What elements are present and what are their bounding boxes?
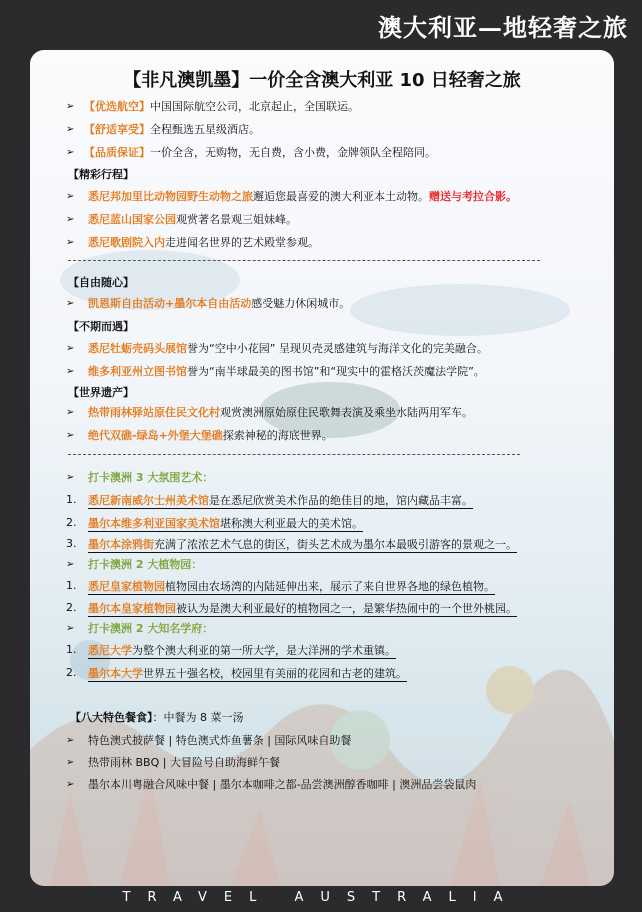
heritage-item: 热带雨林驿站原住民文化村观赏澳洲原始原住民歌舞表演及乘坐水陆两用军车。: [88, 406, 473, 419]
bullet-marker: ➢: [66, 623, 75, 634]
unique-item: 维多利亚州立图书馆誉为“南半球最美的图书馆”和“现实中的霍格沃茨魔法学院”。: [88, 365, 485, 378]
checkin-school-item: 悉尼大学为整个澳大利亚的第一所大学，是大洋洲的学术重镇。: [88, 644, 396, 657]
bullet-marker: ➢: [66, 735, 75, 746]
bullet-marker: ➢: [66, 559, 75, 570]
bullet-marker: ➢: [66, 407, 75, 418]
bullet-marker: ➢: [66, 757, 75, 768]
section-header: 【自由随心】: [68, 276, 134, 289]
brand-title: 澳大利亚—地轻奢之旅: [378, 13, 628, 42]
intro-text: 全程甄选五星级酒店。: [150, 123, 260, 136]
checkin-art-header: 打卡澳洲 3 大氛围艺术：: [88, 471, 214, 484]
checkin-school-header: 打卡澳洲 2 大知名学府：: [88, 622, 214, 635]
bullet-marker: ➢: [66, 298, 75, 309]
list-number: 3.: [66, 537, 77, 550]
list-number: 2.: [66, 516, 77, 529]
intro-label: 【舒适享受】: [84, 123, 150, 136]
section-header: 【不期而遇】: [68, 320, 134, 333]
checkin-garden-header: 打卡澳洲 2 大植物园：: [88, 558, 203, 571]
checkin-art-item: 悉尼新南威尔士州美术馆是在悉尼欣赏美术作品的绝佳目的地，馆内藏品丰富。: [88, 494, 473, 507]
footer-tagline: TRAVEL AUSTRALIA: [122, 890, 520, 905]
page-title: 【非凡澳凯墨】一价全含澳大利亚 10 日轻奢之旅: [123, 70, 521, 91]
bullet-marker: ➢: [66, 191, 75, 202]
list-number: 1.: [66, 579, 77, 592]
itinerary-card: [30, 50, 614, 886]
divider: [68, 260, 540, 261]
list-number: 2.: [66, 601, 77, 614]
intro-airline: [84, 99, 359, 114]
list-number: 1.: [66, 643, 77, 656]
list-number: 1.: [66, 493, 77, 506]
bullet-marker: ➢: [66, 214, 75, 225]
bullet-marker: ➢: [66, 779, 75, 790]
checkin-art-item: 墨尔本维多利亚国家美术馆堪称澳大利亚最大的美术馆。: [88, 517, 363, 530]
bullet-marker: ➢: [66, 237, 75, 248]
bullet-marker: ➢: [66, 124, 75, 135]
intro-text: 中国国际航空公司，北京起止，全国联运。: [150, 100, 359, 113]
unique-item: 悉尼牡蛎壳码头展馆誉为“空中小花园” 呈现贝壳灵感建筑与海洋文化的完美融合。: [88, 342, 488, 355]
divider: [68, 454, 520, 455]
bullet-marker: ➢: [66, 101, 75, 112]
highlight-item: 悉尼蓝山国家公园观赏著名景观三姐妹峰。: [88, 213, 297, 226]
checkin-school-item: 墨尔本大学世界五十强名校，校园里有美丽的花园和古老的建筑。: [88, 667, 407, 680]
intro-label: 【品质保证】: [84, 146, 150, 159]
meal-item: 墨尔本川粤融合风味中餐 | 墨尔本咖啡之都-品尝澳洲醇香咖啡 | 澳洲品尝袋鼠肉: [88, 778, 477, 791]
highlight-item: 悉尼邦加里比动物园野生动物之旅邂逅您最喜爱的澳大利亚本土动物。赠送与考拉合影。: [88, 190, 517, 203]
intro-quality: [84, 145, 436, 160]
bullet-marker: ➢: [66, 472, 75, 483]
meal-item: 特色澳式披萨餐 | 特色澳式炸鱼薯条 | 国际风味自助餐: [88, 734, 352, 747]
section-header: 【精彩行程】: [68, 168, 134, 181]
checkin-garden-item: 墨尔本皇家植物园被认为是澳大利亚最好的植物园之一，是繁华热闹中的一个世外桃园。: [88, 602, 517, 615]
intro-text: 一价全含，无购物，无自费，含小费，金牌领队全程陪同。: [150, 146, 436, 159]
checkin-art-item: 墨尔本涂鸦街充满了浓浓艺术气息的街区，街头艺术成为墨尔本最吸引游客的景观之一。: [88, 538, 517, 551]
list-number: 2.: [66, 666, 77, 679]
free-item: 凯恩斯自由活动+墨尔本自由活动感受魅力休闲城市。: [88, 297, 351, 310]
bullet-marker: ➢: [66, 147, 75, 158]
intro-hotel: [84, 122, 260, 137]
bullet-marker: ➢: [66, 366, 75, 377]
meals-header: 【八大特色餐食】：中餐为 8 菜一汤: [70, 711, 244, 724]
heritage-item: 绝代双礁-绿岛+外堡大堡礁探索神秘的海底世界。: [88, 429, 333, 442]
intro-label: 【优选航空】: [84, 100, 150, 113]
bullet-marker: ➢: [66, 343, 75, 354]
bullet-marker: ➢: [66, 430, 75, 441]
highlight-item: 悉尼歌剧院入内走进闻名世界的艺术殿堂参观。: [88, 236, 319, 249]
meal-item: 热带雨林 BBQ | 大冒险号自助海鲜午餐: [88, 756, 280, 769]
section-header: 【世界遗产】: [68, 386, 134, 399]
checkin-garden-item: 悉尼皇家植物园植物园由农场湾的内陆延伸出来，展示了来自世界各地的绿色植物。: [88, 580, 495, 593]
